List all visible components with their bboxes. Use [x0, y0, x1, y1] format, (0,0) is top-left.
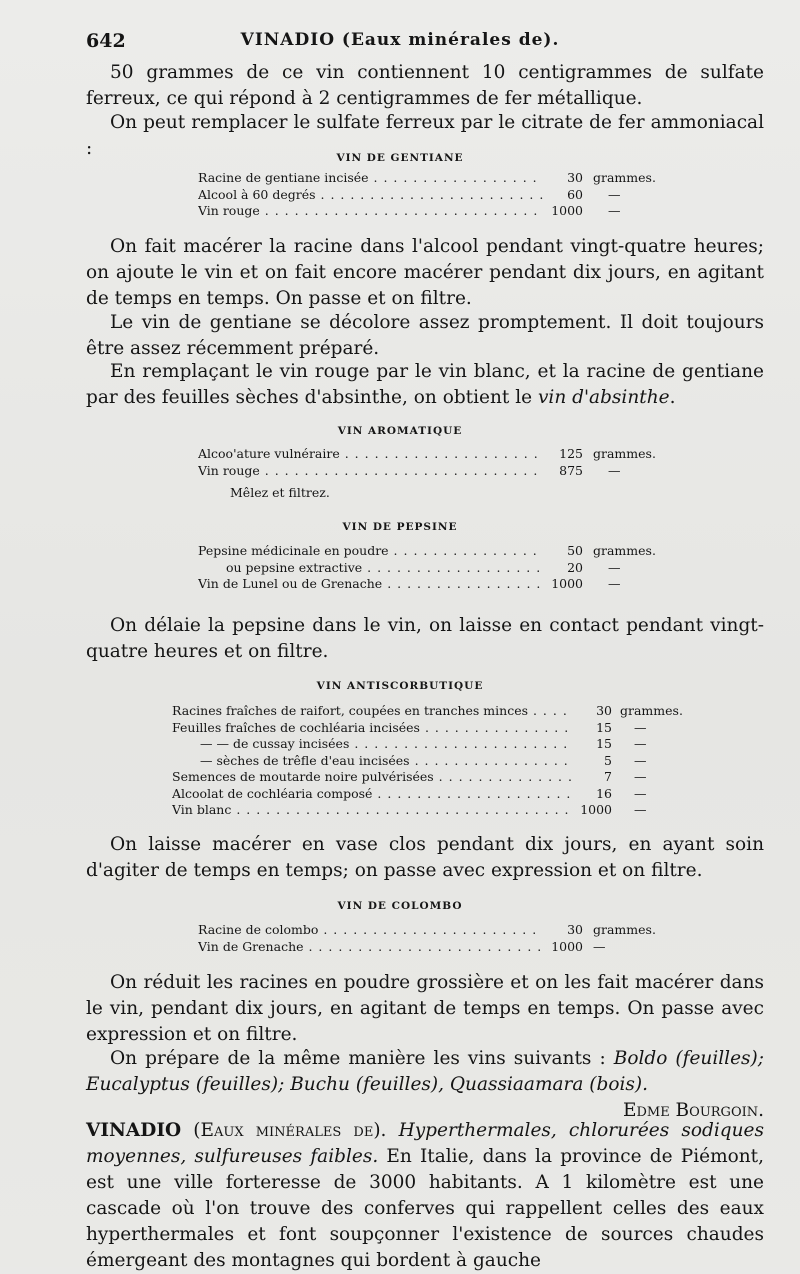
unit: —	[634, 769, 647, 784]
recipe-row	[172, 703, 683, 720]
ingredient: Alcool à 60 degrés . . .	[198, 187, 543, 204]
author-signature: Edme Bourgoin.	[622, 1100, 764, 1121]
ingredient: Vin de Grenache . . .	[198, 939, 543, 956]
page-number: 642	[86, 30, 126, 52]
recipe-table-colombo	[198, 922, 658, 955]
quantity: 15	[596, 719, 612, 735]
recipe-row	[198, 463, 658, 480]
recipe-row	[198, 543, 658, 560]
quantity: 1000	[551, 576, 583, 591]
quantity: 20	[567, 559, 583, 575]
quantity: 30	[567, 170, 583, 185]
ingredient: Vin rouge . . .	[198, 463, 543, 480]
entry-subtitle: (Eaux minérales de).	[181, 1120, 399, 1141]
unit: —	[634, 802, 647, 817]
unit: grammes.	[620, 703, 683, 718]
recipe-title-gentiane: VIN DE GENTIANE	[336, 152, 464, 164]
recipe-title-aromatique: VIN AROMATIQUE	[337, 425, 463, 437]
absinthe-text: En remplaçant le vin rouge par le vin blanc, et la racine de gentiane par des feuilles sèches d'absinthe, on obtient le	[86, 361, 764, 408]
recipe-row	[198, 922, 658, 939]
quantity: 16	[596, 785, 612, 801]
recipe-table-pepsine	[198, 543, 658, 593]
entry-text: En Italie, dans la province de Piémont, est une ville forteresse de 3000 habitants. A 1 kilomètre est une cascade où l'on trouve des conferves qui rappellent celles des eaux hyperthermales et font soupçonner l'existence de sources chaudes émergeant des montagnes qui bordent à gauche	[86, 1146, 764, 1271]
ingredient: ou pepsine extractive . . .	[198, 560, 543, 577]
recipe-row	[172, 786, 672, 803]
recipe-note-aromatique: Mêlez et filtrez.	[230, 485, 330, 500]
ingredient: Alcoo'ature vulnéraire . . .	[198, 446, 543, 463]
recipe-row	[172, 802, 672, 819]
note-paragraph-gentiane: Le vin de gentiane se décolore assez promptement. Il doit toujours être assez récemment préparé.	[86, 312, 764, 359]
unit: —	[608, 559, 621, 575]
unit: —	[634, 736, 647, 751]
recipe-title-colombo: VIN DE COLOMBO	[337, 900, 463, 912]
method-paragraph-gentiane: On fait macérer la racine dans l'alcool pendant vingt-quatre heures; on ajoute le vin et on fait encore macérer pendant dix jours, en agitant de temps en temps. On passe et on filtre.	[86, 236, 764, 309]
entry-qualification: Hyperthermales, chlorurées sodiques moyennes, sulfureuses faibles.	[86, 1120, 764, 1167]
recipe-row	[198, 170, 658, 187]
unit: grammes.	[593, 446, 656, 461]
absinthe-paragraph	[86, 359, 764, 411]
unit: —	[608, 186, 621, 202]
ingredient: Racine de gentiane incisée . . .	[198, 170, 543, 187]
absinthe-emphasis: vin d'absinthe	[537, 387, 670, 408]
recipe-row	[198, 187, 658, 204]
quantity: 50	[567, 543, 583, 558]
recipe-table-aromatique	[198, 446, 658, 479]
method-paragraph-pepsine: On délaie la pepsine dans le vin, on laisse en contact pendant vingt-quatre heures et on filtre.	[86, 615, 764, 662]
quantity: 1000	[551, 203, 583, 218]
running-header	[0, 30, 800, 54]
quantity: 1000	[580, 802, 612, 817]
other-wines-lead: On prépare de la même manière les vins suivants :	[110, 1048, 614, 1069]
running-title: VINADIO (Eaux minérales de).	[240, 30, 560, 50]
unit: grammes.	[593, 922, 656, 937]
recipe-row	[198, 576, 658, 593]
method-paragraph-antiscorbutique: On laisse macérer en vase clos pendant dix jours, en ayant soin d'agiter de temps en temps; on passe avec expression et on filtre.	[86, 834, 764, 881]
unit: —	[608, 576, 621, 591]
intro-paragraph-2: On peut remplacer le sulfate ferreux par le citrate de fer ammoniacal :	[86, 112, 764, 159]
unit: —	[593, 938, 606, 954]
ingredient: Racines fraîches de raifort, coupées en tranches minces . . .	[172, 703, 572, 720]
ingredient: Pepsine médicinale en poudre . . .	[198, 543, 543, 560]
recipe-row	[172, 736, 672, 753]
ingredient: — — de cussay incisées . . .	[172, 736, 572, 753]
unit: grammes.	[593, 543, 656, 558]
recipe-title-pepsine: VIN DE PEPSINE	[342, 521, 458, 533]
unit: —	[634, 752, 647, 768]
quantity: 30	[596, 703, 612, 718]
intro-paragraph: 50 grammes de ce vin contiennent 10 centigrammes de sulfate ferreux, ce qui répond à 2 centigrammes de fer métallique.	[86, 62, 764, 109]
ingredient: Vin rouge . . .	[198, 203, 543, 220]
ingredient: Vin de Lunel ou de Grenache . . .	[198, 576, 543, 593]
entry-headword: VINADIO	[86, 1120, 182, 1141]
recipe-row	[172, 753, 672, 770]
quantity: 15	[596, 736, 612, 751]
ingredient: Racine de colombo . . .	[198, 922, 543, 939]
quantity: 30	[567, 922, 583, 937]
recipe-table-antiscorbutique	[172, 703, 683, 819]
ingredient: Feuilles fraîches de cochléaria incisées . . .	[172, 720, 572, 737]
quantity: 60	[567, 186, 583, 202]
unit: grammes.	[593, 170, 656, 185]
quantity: 1000	[551, 938, 583, 954]
recipe-row	[198, 939, 658, 956]
recipe-row	[198, 560, 658, 577]
other-wines-paragraph	[86, 1046, 764, 1124]
quantity: 875	[559, 462, 583, 478]
unit: —	[634, 785, 647, 801]
recipe-title-antiscorbutique: VIN ANTISCORBUTIQUE	[316, 680, 484, 692]
recipe-row	[172, 720, 672, 737]
ingredient: — sèches de trêfle d'eau incisées . . .	[172, 753, 572, 770]
unit: —	[634, 719, 647, 735]
quantity: 125	[559, 446, 583, 461]
ingredient: Semences de moutarde noire pulvérisées . . .	[172, 769, 572, 786]
recipe-table-gentiane	[198, 170, 658, 220]
absinthe-end: .	[669, 387, 676, 408]
ingredient: Vin blanc . . .	[172, 802, 572, 819]
quantity: 5	[604, 752, 612, 768]
recipe-row	[172, 769, 672, 786]
method-paragraph-colombo: On réduit les racines en poudre grossière et on les fait macérer dans le vin, pendant dix jours, en agitant de temps en temps. On passe avec expression et on filtre.	[86, 972, 764, 1045]
unit: —	[608, 462, 621, 478]
recipe-row	[198, 203, 658, 220]
vinadio-entry	[86, 1118, 764, 1274]
recipe-row	[198, 446, 658, 463]
quantity: 7	[604, 769, 612, 784]
unit: —	[608, 203, 621, 218]
ingredient: Alcoolat de cochléaria composé . . .	[172, 786, 572, 803]
other-wines-list: Boldo (feuilles); Eucalyptus (feuilles); Buchu (feuilles), Quassiaamara (bois).	[86, 1048, 764, 1095]
